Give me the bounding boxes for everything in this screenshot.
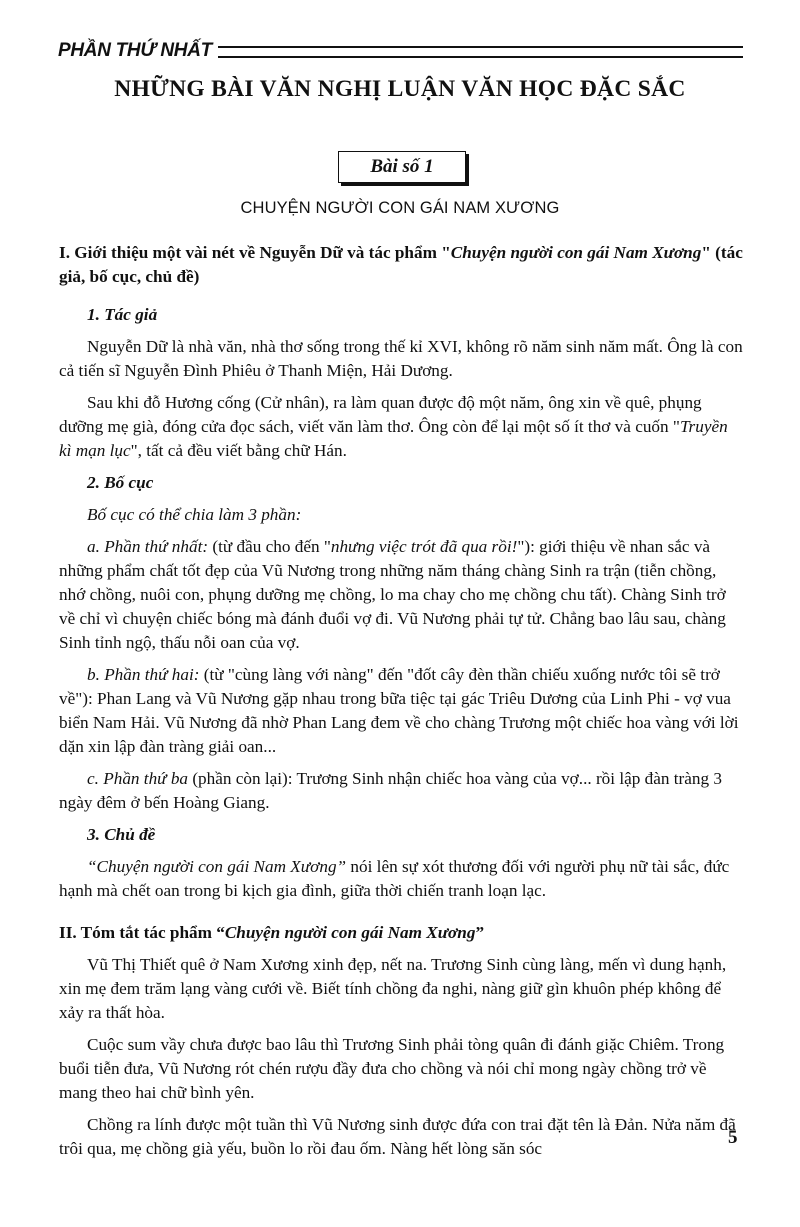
lesson-number-box: Bài số 1 bbox=[338, 151, 466, 183]
author-subheading: 1. Tác giả bbox=[87, 305, 158, 324]
part-c-text: (phần còn lại): Trương Sinh nhận chiếc hoa vàng của vợ... rồi lập đàn tràng 3 ngày đêm ở bến Hoàng Giang. bbox=[59, 769, 722, 812]
structure-part-c bbox=[59, 767, 743, 815]
theme-work-title: “Chuyện người con gái Nam Xương” bbox=[87, 857, 347, 876]
section-2-heading bbox=[59, 921, 743, 945]
header-double-rule bbox=[218, 46, 743, 58]
author-paragraph-2 bbox=[59, 391, 743, 463]
running-header bbox=[58, 40, 743, 62]
author-paragraph-1: Nguyễn Dữ là nhà văn, nhà thơ sống trong thế kỉ XVI, không rõ năm sinh năm mất. Ông là con cả tiến sĩ Nguyễn Đình Phiêu ở Thanh Miện, Hải Dương. bbox=[59, 337, 743, 380]
page-body bbox=[59, 241, 743, 1161]
part-b-label: b. Phần thứ hai: bbox=[87, 665, 200, 684]
author-paragraph-2-book-title: Truyền kì mạn lục bbox=[59, 417, 728, 460]
author-paragraph-2-text-a: Sau khi đỗ Hương cống (Cử nhân), ra làm quan được độ một năm, ông xin về quê, phụng dưỡng mẹ già, đóng cửa đọc sách, viết văn làm thơ. Ông còn để lại một số ít thơ và cuốn " bbox=[59, 393, 702, 436]
theme-paragraph bbox=[59, 855, 743, 903]
page-number: 5 bbox=[728, 1127, 738, 1148]
section-1-heading bbox=[59, 241, 743, 289]
chapter-title: NHỮNG BÀI VĂN NGHỊ LUẬN VĂN HỌC ĐẶC SẮC bbox=[114, 76, 686, 102]
summary-paragraph-2: Cuộc sum vầy chưa được bao lâu thì Trương Sinh phải tòng quân đi đánh giặc Chiêm. Trong buổi tiễn đưa, Vũ Nương rót chén rượu đầy đưa cho chồng và nói chỉ mong ngày chồng trở về mang theo hai chữ bình yên. bbox=[59, 1035, 725, 1102]
part-a-text-1: (từ đầu cho đến " bbox=[208, 537, 331, 556]
section-1-heading-work-title: Chuyện người con gái Nam Xương bbox=[450, 243, 702, 262]
theme-subheading: 3. Chủ đề bbox=[87, 825, 156, 844]
section-2-heading-suffix: ” bbox=[475, 923, 485, 942]
part-b-text: (từ "cùng làng với nàng" đến "đốt cây đèn thần chiếu xuống nước tôi sẽ trở về"): Phan Lang và Vũ Nương gặp nhau trong bữa tiệc tại gác Triêu Dương của Linh Phi - vợ vua biển Nam Hải. Vũ Nương đã nhờ Phan Lang đem về cho chàng Trương một chiếc hoa vàng với lời dặn xin lập đàn tràng giải oan... bbox=[59, 665, 739, 756]
summary-paragraph-1: Vũ Thị Thiết quê ở Nam Xương xinh đẹp, nết na. Trương Sinh cùng làng, mến vì dung hạnh, xin mẹ đem trăm lạng vàng cưới về. Biết tính chồng đa nghi, nàng giữ gìn khuôn phép không để xảy ra thất hòa. bbox=[59, 955, 727, 1022]
part-label: PHẦN THỨ NHẤT bbox=[58, 40, 212, 61]
structure-part-a bbox=[59, 535, 743, 655]
part-a-quote: nhưng việc trót đã qua rồi! bbox=[330, 537, 518, 556]
structure-intro: Bố cục có thể chia làm 3 phần: bbox=[87, 505, 302, 524]
section-1-heading-prefix: I. Giới thiệu một vài nét về Nguyễn Dữ và tác phẩm " bbox=[59, 243, 451, 262]
part-a-text-2: "): giới thiệu về nhan sắc và những phẩm chất tốt đẹp của Vũ Nương trong những năm tháng chàng Sinh ra trận (tiễn chồng, nhớ chồng, nuôi con, phụng dưỡng mẹ chồng, lo ma chay cho mẹ chồng chu tất). Chàng Sinh trở về chỉ vì chuyện chiếc bóng mà đánh đuổi vợ đi. Vũ Nương phải tự tử. Chẳng bao lâu sau, chàng Sinh tỉnh ngộ, thấu nỗi oan của vợ. bbox=[59, 537, 726, 652]
section-2-heading-prefix: II. Tóm tắt tác phẩm “ bbox=[59, 923, 225, 942]
theme-text: nói lên sự xót thương đối với người phụ nữ tài sắc, đức hạnh mà chết oan trong bi kịch gia đình, giữa thời chiến tranh loạn lạc. bbox=[59, 857, 730, 900]
structure-part-b bbox=[59, 663, 743, 759]
section-1-heading-suffix: " (tác giả, bố cục, chủ đề) bbox=[59, 243, 743, 286]
part-a-label: a. Phần thứ nhất: bbox=[87, 537, 209, 556]
section-2-heading-work-title: Chuyện người con gái Nam Xương bbox=[224, 923, 476, 942]
story-title: CHUYỆN NGƯỜI CON GÁI NAM XƯƠNG bbox=[240, 199, 560, 217]
part-c-label: c. Phần thứ ba bbox=[87, 769, 189, 788]
structure-subheading: 2. Bố cục bbox=[87, 473, 154, 492]
summary-paragraph-3: Chồng ra lính được một tuần thì Vũ Nương sinh được đứa con trai đặt tên là Đản. Nửa năm đã trôi qua, mẹ chồng già yếu, buồn lo rồi đau ốm. Nàng hết lòng săn sóc bbox=[59, 1115, 736, 1158]
author-paragraph-2-text-b: ", tất cả đều viết bằng chữ Hán. bbox=[130, 441, 347, 460]
